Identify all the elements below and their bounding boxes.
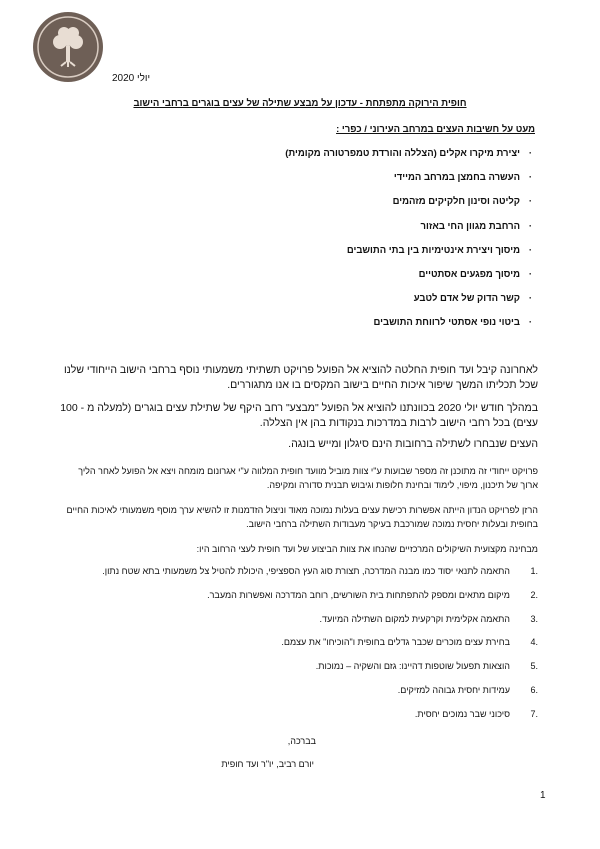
- page-number: 1: [540, 790, 546, 801]
- benefit-item: · העשרה בחמצן במרחב המיידי: [100, 166, 530, 190]
- benefit-item: · קליטה וסינון חלקיקים מזהמים: [100, 190, 530, 214]
- tree-logo-icon: [33, 12, 103, 82]
- benefit-item: · הרחבת מגוון החי באזור: [100, 215, 530, 239]
- benefits-list: [100, 142, 530, 336]
- item-text: בחירת עצים מוכרים שכבר גדלים בחופית ו"הוכיחו" את עצמם.: [281, 637, 510, 648]
- benefit-item: · מיסוך ויצירת אינטימיות בין בתי התושבים: [100, 239, 530, 263]
- paragraph-tree-species: העצים שנבחרו לשתילה ברחובות הינם סיגלון ומייש בונגה.: [288, 438, 538, 450]
- paragraph-project-team: פרויקט ייחודי זה מתוכנן זה מספר שבועות ע"י צוות מוביל מוועד חופית המלווה ע"י אגרונום מומחה ויצא אל הפועל לאחר הליך ארוך של תיכנון, מיפוי, לימוד ובחינת חלופות וגיבוש תבנית סדורה ומקיפה.: [78, 466, 538, 490]
- benefit-item: · קשר הדוק של אדם לטבע: [100, 287, 530, 311]
- item-text: סיכוני שבר נמוכים יחסית.: [414, 708, 510, 719]
- signoff: בברכה,: [287, 736, 316, 746]
- consideration-item: [38, 659, 538, 683]
- item-number: .2: [530, 589, 538, 600]
- paragraph-considerations-intro: מבחינה מקצועית השיקולים המרכזיים שהנחו את צוות הביצוע של ועד חופית לעצי הרחוב היו:: [196, 544, 538, 554]
- consideration-item: [38, 588, 538, 612]
- item-text: התאמה אקלימית וקרקעית למקום השתילה המיועד.: [319, 613, 510, 624]
- consideration-item: [38, 635, 538, 659]
- paragraph-intro: לאחרונה קיבל ועד חופית החלטה להוציא אל הפועל פרויקט תשתיתי משמעותי נוסף ברחבי הישוב הייחודי שלנו שכל תכליתו המשך שיפור איכות החיים בישוב המקסים בו אנו מתגוררים.: [63, 364, 538, 391]
- item-number: .6: [530, 684, 538, 695]
- consideration-item: [38, 707, 538, 731]
- item-text: הוצאות תפעול שוטפות דהיינו: גזם והשקיה – נמוכות.: [315, 661, 510, 672]
- document-title: [60, 98, 540, 109]
- document-title-text: חופית הירוקה מתפתחת - עדכון על מבצע שתילה של עצים בוגרים ברחבי הישוב: [133, 98, 467, 109]
- consideration-item: [38, 612, 538, 636]
- document-date: יולי 2020: [112, 73, 151, 84]
- item-text: מיקום מתאים ומספק להתפתחות בית השורשים, רוחב המדרכה ואפשרות המעבר.: [207, 589, 510, 600]
- item-text: עמידות יחסית גבוהה למזיקים.: [397, 684, 510, 695]
- item-number: .4: [530, 637, 538, 648]
- paragraph-motivation: הרזן לפרויקט הנדון הייתה אפשרות רכישת עצים בעלות נמוכה מאוד וניצול הזדמנות זו להשיא ערך מוסף משמעותי לאיכות החיים בחופית ובעלות יחסית נמוכה שמורכבת בעיקר מעבודות השתילה ברחבי הישוב.: [66, 505, 538, 529]
- benefit-item: · יצירת מיקרו אקלים (הצללה והורדת טמפרטורה מקומית): [100, 142, 530, 166]
- consideration-item: [38, 683, 538, 707]
- signature: יורם רביב, יו"ר ועד חופית: [221, 759, 314, 769]
- item-number: .5: [530, 661, 538, 672]
- benefit-item: · ביטוי נופי אסתטי לרווחת התושבים: [100, 311, 530, 335]
- tree-logo-graphic: [33, 12, 103, 82]
- item-number: .1: [530, 566, 538, 576]
- paragraph-planting-plan: במהלך חודש יולי 2020 בכוונתנו להוציא אל הפועל "מבצע" רחב היקף של שתילת עצים בוגרים (למעלה מ - 100 עצים) בכל רחבי הישוב לרבות במדרכות בנקודות בהן אין הצללה.: [60, 402, 538, 429]
- item-number: .7: [530, 708, 538, 719]
- consideration-item: [38, 564, 538, 588]
- benefit-item: · מיסוך מפגעים אסתטיים: [100, 263, 530, 287]
- item-number: .3: [530, 613, 538, 624]
- item-text: התאמה לתנאי יסוד כמו מבנה המדרכה, תצורת סוג העץ הספציפי, היכולת להטיל צל משמעותי בתא שטח נתון.: [102, 566, 510, 576]
- benefits-heading: מעט על חשיבות העצים במרחב העירוני / כפרי :: [336, 124, 535, 135]
- considerations-list: [38, 564, 538, 731]
